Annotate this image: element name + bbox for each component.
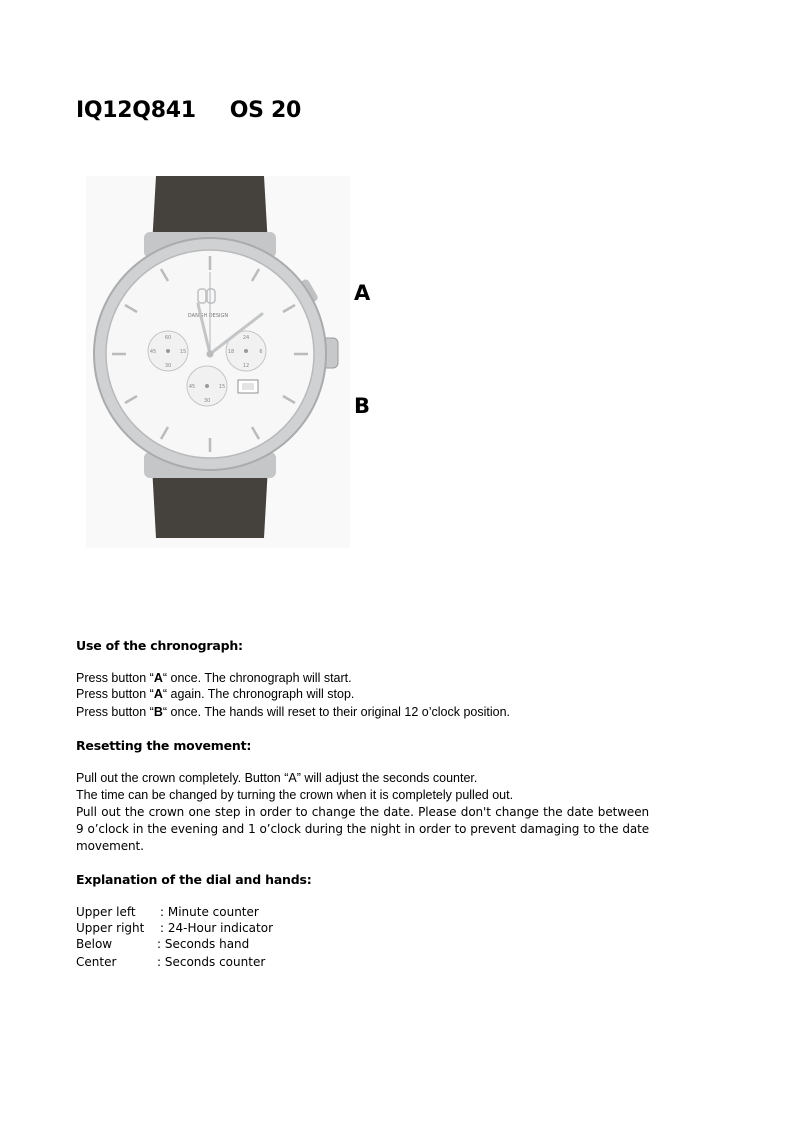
svg-text:45: 45 <box>188 384 196 390</box>
svg-text:15: 15 <box>179 349 187 355</box>
subdial-bottom <box>187 366 227 406</box>
explanation-heading: Explanation of the dial and hands: <box>76 872 312 887</box>
resetting-line: The time can be changed by turning the crown when it is completely pulled out. <box>76 788 514 802</box>
explanation-row: Center : Seconds counter <box>76 955 266 969</box>
svg-text:12: 12 <box>242 363 250 369</box>
subdial-left <box>148 331 188 371</box>
explanation-row: Upper left : Minute counter <box>76 905 259 919</box>
svg-text:30: 30 <box>164 363 172 369</box>
page-title <box>76 98 301 123</box>
model-number: IQ12Q841 <box>76 98 196 123</box>
brand-name: DANISH DESIGN <box>187 313 229 319</box>
svg-text:6: 6 <box>259 349 263 355</box>
chronograph-line: Press button “A“ once. The chronograph will start. <box>76 671 352 685</box>
resetting-paragraph: Pull out the crown one step in order to change the date. Please don't change the date between 9 o’clock in the evening and 1 o’clock during the night in order to prevent damaging to the date movement. <box>76 805 649 853</box>
watch-image <box>86 176 350 548</box>
button-a-label: A <box>354 281 371 305</box>
svg-text:45: 45 <box>149 349 157 355</box>
svg-text:18: 18 <box>227 349 235 355</box>
resetting-heading: Resetting the movement: <box>76 738 252 753</box>
chronograph-heading: Use of the chronograph: <box>76 638 243 653</box>
date-wheel <box>242 383 254 390</box>
svg-text:24: 24 <box>242 335 250 341</box>
resetting-line: Pull out the crown completely. Button “A” will adjust the seconds counter. <box>76 771 478 785</box>
chronograph-line: Press button “B“ once. The hands will reset to their original 12 o’clock position. <box>76 705 511 719</box>
button-b-label: B <box>354 394 371 418</box>
svg-text:60: 60 <box>164 335 172 341</box>
os-code: OS 20 <box>229 98 302 123</box>
explanation-row: Below : Seconds hand <box>76 937 250 951</box>
chronograph-line: Press button “A“ again. The chronograph will stop. <box>76 687 355 701</box>
svg-text:15: 15 <box>218 384 226 390</box>
explanation-row: Upper right : 24-Hour indicator <box>76 921 273 935</box>
svg-text:30: 30 <box>203 398 211 404</box>
